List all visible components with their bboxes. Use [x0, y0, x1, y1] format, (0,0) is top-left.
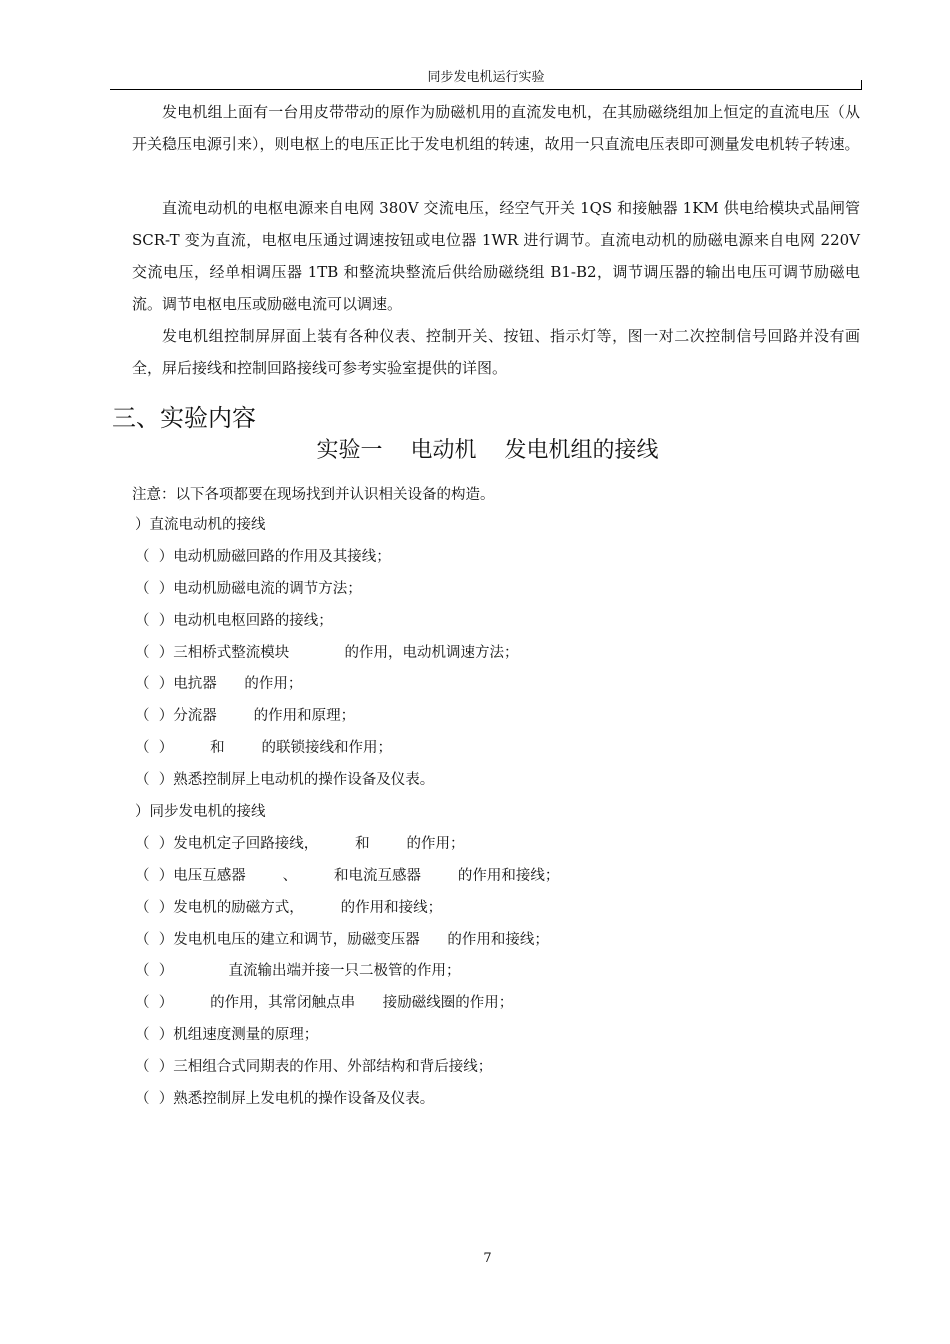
- section-title: 三、实验内容: [112, 404, 256, 432]
- paragraph-exciter: 发电机组上面有一台用皮带带动的原作为励磁机用的直流发电机，在其励磁绕组加上恒定的直流电压（从开关稳压电源引来），则电枢上的电压正比于发电机组的转速，故用一只直流电压表即可测量发电机转子转速。: [132, 103, 860, 153]
- list-item: （ ） 直流输出端并接一只二极管的作用；: [135, 963, 461, 980]
- experiment-title: 实验一 电动机 发电机组的接线: [316, 438, 659, 463]
- list-item: （ ）机组速度测量的原理；: [135, 1027, 319, 1044]
- list-item: （ ）三相桥式整流模块 的作用，电动机调速方法；: [135, 644, 519, 661]
- task-list: [135, 510, 855, 1116]
- list-item: （ ）电动机励磁电流的调节方法；: [135, 580, 362, 597]
- list-item: （ ）电抗器 的作用；: [135, 676, 303, 693]
- list-item: （ ）三相组合式同期表的作用、外部结构和背后接线；: [135, 1059, 493, 1076]
- list-item: （ ） 的作用，其常闭触点串 接励磁线圈的作用；: [135, 995, 514, 1012]
- list-item: ）同步发电机的接线: [135, 804, 266, 821]
- list-item: （ ） 和 的联锁接线和作用；: [135, 740, 392, 757]
- header-rule: [110, 89, 862, 90]
- header-rule-tick: [861, 80, 862, 90]
- list-item: （ ）电动机励磁回路的作用及其接线；: [135, 548, 391, 565]
- paragraph-dc-motor-supply: 直流电动机的电枢电源来自电网 380V 交流电压，经空气开关 1QS 和接触器 1KM 供电给模块式晶闸管 SCR-T 变为直流，电枢电压通过调速按钮或电位器 1WR 进行调节。直流电动机的励磁电源来自电网 220V 交流电压，经单相调压器 1TB 和整流块整流后供给励磁绕组 B1-B2，调节调压器的输出电压可调节励磁电流。调节电枢电压或励磁电流可以调速。: [132, 199, 860, 313]
- list-item: （ ）熟悉控制屏上电动机的操作设备及仪表。: [135, 772, 435, 789]
- list-item: （ ）分流器 的作用和原理；: [135, 708, 356, 725]
- page-number: 7: [483, 1251, 492, 1266]
- list-item: （ ）发电机电压的建立和调节，励磁变压器 的作用和接线；: [135, 931, 549, 948]
- list-item: ）直流电动机的接线: [135, 517, 266, 533]
- paragraph-control-panel: 发电机组控制屏屏面上装有各种仪表、控制开关、按钮、指示灯等，图一对二次控制信号回路并没有画全，屏后接线和控制回路接线可参考实验室提供的详图。: [132, 327, 860, 377]
- list-item: （ ）熟悉控制屏上发电机的操作设备及仪表。: [135, 1091, 435, 1108]
- notice-text: 注意：以下各项都要在现场找到并认识相关设备的构造。: [132, 487, 495, 503]
- list-item: （ ）电压互感器 、 和电流互感器 的作用和接线；: [135, 867, 560, 884]
- list-item: （ ）发电机的励磁方式， 的作用和接线；: [135, 899, 443, 916]
- list-item: （ ）电动机电枢回路的接线；: [135, 612, 333, 629]
- list-item: （ ）发电机定子回路接线， 和 的作用；: [135, 835, 465, 852]
- running-header: 同步发电机运行实验: [427, 70, 545, 85]
